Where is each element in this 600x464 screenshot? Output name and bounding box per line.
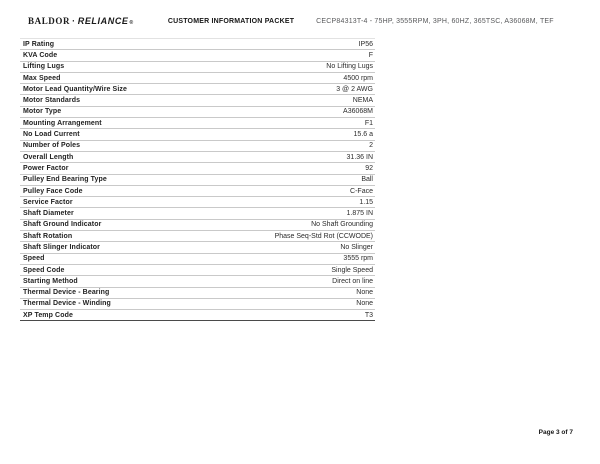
- table-row: [20, 288, 375, 299]
- table-row: [20, 231, 375, 242]
- spec-label: Thermal Device - Bearing: [23, 289, 110, 297]
- spec-label: Pulley Face Code: [23, 187, 83, 195]
- spec-value: Ball: [361, 176, 373, 184]
- spec-label: Speed: [23, 255, 45, 263]
- spec-value: 3 @ 2 AWG: [336, 85, 373, 93]
- table-row: [20, 242, 375, 253]
- spec-value: 3555 rpm: [343, 255, 373, 263]
- table-row: [20, 84, 375, 95]
- table-row: [20, 186, 375, 197]
- spec-value: 92: [365, 164, 373, 172]
- table-row: [20, 129, 375, 140]
- spec-label: Thermal Device - Winding: [23, 300, 111, 308]
- page-header: [28, 13, 580, 29]
- spec-label: Overall Length: [23, 153, 74, 161]
- spec-label: Shaft Slinger Indicator: [23, 243, 100, 251]
- spec-value: A36068M: [343, 108, 373, 116]
- table-row: [20, 299, 375, 310]
- spec-value: None: [356, 300, 373, 308]
- registered-mark-icon: ®: [129, 20, 134, 26]
- spec-value: F: [368, 51, 373, 59]
- spec-value: None: [356, 289, 373, 297]
- spec-value: 2: [369, 142, 373, 150]
- spec-value: 4500 rpm: [343, 74, 373, 82]
- table-row: [20, 197, 375, 208]
- spec-label: XP Temp Code: [23, 311, 73, 319]
- spec-value: Direct on line: [332, 277, 373, 285]
- document-title: CUSTOMER INFORMATION PACKET: [167, 17, 295, 25]
- brand-dot: ·: [72, 16, 76, 26]
- spec-label: Shaft Rotation: [23, 232, 73, 240]
- spec-value: Phase Seq-Std Rot (CCWODE): [274, 232, 373, 240]
- table-row: [20, 50, 375, 61]
- brand-logo: [28, 16, 134, 26]
- spec-label: Power Factor: [23, 164, 69, 172]
- table-row: [20, 152, 375, 163]
- spec-value: IP56: [358, 40, 373, 48]
- brand-reliance: RELIANCE: [77, 16, 129, 26]
- table-row: [20, 254, 375, 265]
- spec-value: No Slinger: [340, 243, 373, 251]
- page-number: Page 3 of 7: [538, 429, 573, 436]
- spec-label: Max Speed: [23, 74, 61, 82]
- table-row: [20, 310, 375, 321]
- spec-value: T3: [364, 311, 373, 319]
- document-subtitle: CECP84313T-4 - 75HP, 3555RPM, 3PH, 60HZ, 365TSC, A36068M, TEF: [316, 17, 554, 25]
- table-row: [20, 208, 375, 219]
- spec-value: No Lifting Lugs: [326, 63, 373, 71]
- table-row: [20, 118, 375, 129]
- spec-value: Single Speed: [331, 266, 373, 274]
- spec-value: F1: [364, 119, 373, 127]
- table-row: [20, 163, 375, 174]
- spec-value: 31.36 IN: [346, 153, 373, 161]
- table-row: [20, 265, 375, 276]
- spec-label: Lifting Lugs: [23, 63, 65, 71]
- spec-value: 1.875 IN: [346, 210, 373, 218]
- table-row: [20, 141, 375, 152]
- table-row: [20, 175, 375, 186]
- spec-label: Motor Standards: [23, 97, 81, 105]
- table-row: [20, 62, 375, 73]
- spec-label: KVA Code: [23, 51, 58, 59]
- brand-baldor: BALDOR: [28, 16, 71, 26]
- spec-value: No Shaft Grounding: [311, 221, 373, 229]
- spec-label: IP Rating: [23, 40, 55, 48]
- table-row: [20, 95, 375, 106]
- spec-value: 15.6 a: [353, 131, 373, 139]
- spec-label: Shaft Diameter: [23, 210, 74, 218]
- spec-label: Mounting Arrangement: [23, 119, 102, 127]
- table-row: [20, 220, 375, 231]
- spec-value: NEMA: [352, 97, 373, 105]
- table-row: [20, 107, 375, 118]
- spec-label: Motor Type: [23, 108, 62, 116]
- spec-label: Number of Poles: [23, 142, 81, 150]
- spec-label: Shaft Ground Indicator: [23, 221, 102, 229]
- spec-table: [20, 38, 375, 321]
- spec-label: No Load Current: [23, 131, 80, 139]
- spec-label: Service Factor: [23, 198, 73, 206]
- spec-label: Speed Code: [23, 266, 65, 274]
- spec-value: 1.15: [359, 198, 373, 206]
- table-row: [20, 39, 375, 50]
- table-row: [20, 73, 375, 84]
- spec-label: Motor Lead Quantity/Wire Size: [23, 85, 127, 93]
- spec-label: Starting Method: [23, 277, 78, 285]
- spec-value: C-Face: [350, 187, 373, 195]
- table-row: [20, 276, 375, 287]
- spec-label: Pulley End Bearing Type: [23, 176, 107, 184]
